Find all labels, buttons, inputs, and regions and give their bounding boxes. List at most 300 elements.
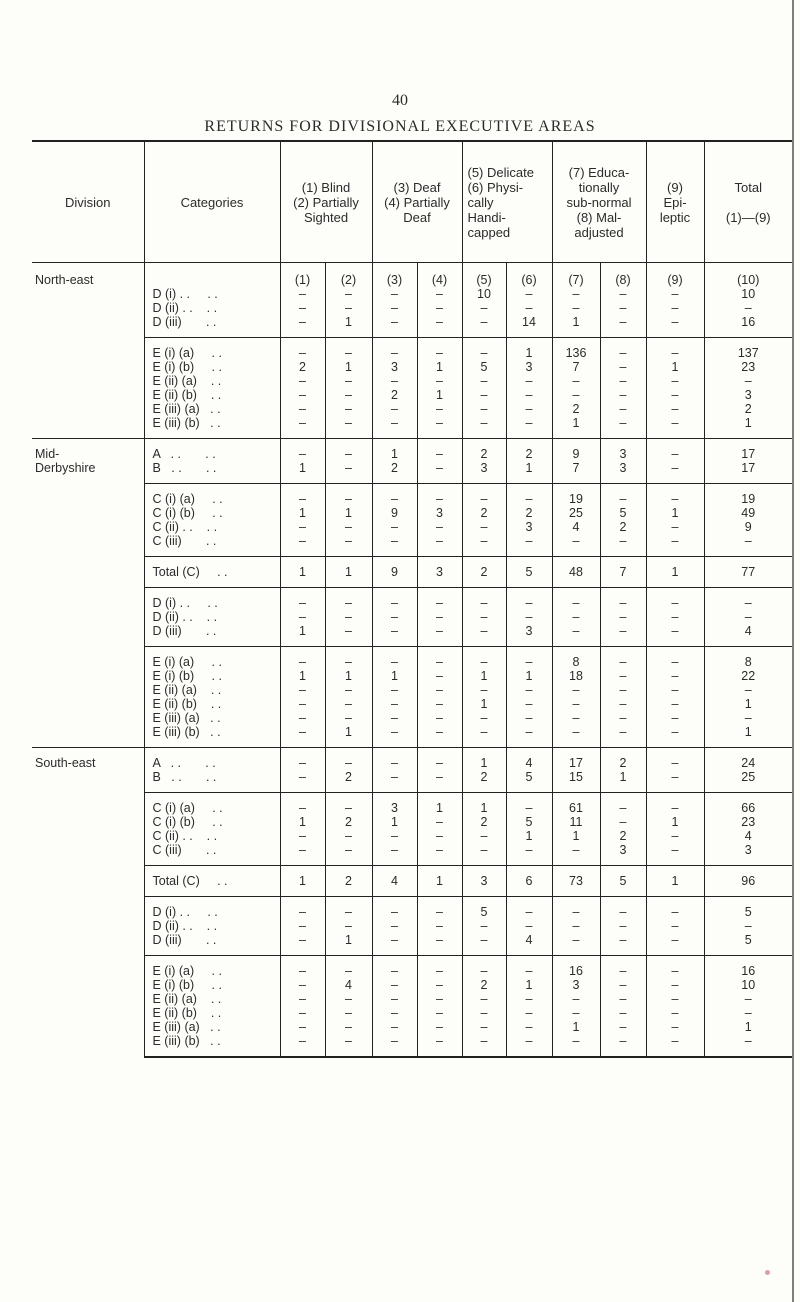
category-cell: C (iii) . . bbox=[144, 534, 280, 557]
value-cell: 1 bbox=[280, 669, 325, 683]
category-cell: E (i) (a) . . bbox=[144, 956, 280, 979]
value-cell: – bbox=[280, 933, 325, 956]
value-cell: 5 bbox=[600, 866, 646, 897]
value-cell: – bbox=[646, 301, 704, 315]
value-cell: – bbox=[744, 301, 752, 315]
value-cell: 16 bbox=[741, 315, 756, 329]
division-name: South-east bbox=[32, 748, 144, 793]
value-cell: – bbox=[372, 534, 417, 557]
category-cell: C (i) (a) . . bbox=[144, 484, 280, 507]
value-cell: – bbox=[646, 843, 704, 866]
table-row bbox=[32, 484, 792, 507]
page-number: 40 bbox=[392, 92, 408, 109]
column-number: (9) bbox=[646, 263, 704, 288]
value-cell: – bbox=[280, 697, 325, 711]
value-cell: – bbox=[372, 301, 417, 315]
value-cell: – bbox=[462, 374, 506, 388]
value-cell: – bbox=[506, 484, 552, 507]
value-cell: – bbox=[600, 1006, 646, 1020]
row-group bbox=[32, 956, 792, 1058]
value-cell: 1 bbox=[552, 315, 600, 338]
value-cell: – bbox=[462, 956, 506, 979]
table-row bbox=[32, 374, 792, 388]
value-cell: – bbox=[552, 992, 600, 1006]
value-cell: – bbox=[552, 843, 600, 866]
value-cell: 6 bbox=[506, 866, 552, 897]
value-cell: – bbox=[325, 897, 372, 920]
value-cell: – bbox=[744, 534, 752, 548]
category-cell: D (iii) . . bbox=[144, 315, 280, 338]
value-cell: – bbox=[280, 534, 325, 557]
division-name bbox=[32, 588, 144, 647]
value-cell: – bbox=[506, 287, 552, 301]
category-cell: E (iii) (b) . . bbox=[144, 416, 280, 439]
category-cell: Total (C) . . bbox=[144, 557, 280, 588]
value-cell: 2 bbox=[600, 829, 646, 843]
value-cell: – bbox=[506, 956, 552, 979]
value-cell: – bbox=[462, 1006, 506, 1020]
value-cell: – bbox=[552, 624, 600, 647]
column-number: (10) bbox=[704, 263, 792, 288]
value-cell: – bbox=[462, 315, 506, 338]
value-cell: 96 bbox=[704, 866, 792, 897]
value-cell: 18 bbox=[552, 669, 600, 683]
division-name bbox=[32, 647, 144, 748]
division-name bbox=[32, 956, 144, 1058]
value-cell: – bbox=[600, 978, 646, 992]
row-group bbox=[32, 748, 792, 793]
division-name bbox=[32, 793, 144, 866]
value-cell: – bbox=[600, 416, 646, 439]
value-cell: – bbox=[646, 588, 704, 611]
value-cell: – bbox=[372, 338, 417, 361]
value-cell: – bbox=[280, 1006, 325, 1020]
value-cell: – bbox=[417, 588, 462, 611]
value-cell: 3 bbox=[552, 978, 600, 992]
value-cell: 2 bbox=[552, 402, 600, 416]
value-cell: – bbox=[372, 683, 417, 697]
value-cell: – bbox=[325, 843, 372, 866]
value-cell: 2 bbox=[462, 506, 506, 520]
value-cell: – bbox=[372, 610, 417, 624]
value-cell: 1 bbox=[506, 461, 552, 484]
value-cell: – bbox=[506, 647, 552, 670]
value-cell: – bbox=[325, 388, 372, 402]
value-cell: – bbox=[462, 402, 506, 416]
value-cell: 1 bbox=[646, 815, 704, 829]
value-cell: 1 bbox=[325, 933, 372, 956]
value-cell: 1 bbox=[552, 829, 600, 843]
value-cell: – bbox=[325, 416, 372, 439]
value-cell: – bbox=[372, 647, 417, 670]
value-cell: – bbox=[280, 484, 325, 507]
value-cell: – bbox=[646, 520, 704, 534]
value-cell: 10 bbox=[462, 287, 506, 301]
row-group bbox=[32, 897, 792, 956]
value-cell: 2 bbox=[506, 506, 552, 520]
value-cell: – bbox=[744, 610, 752, 624]
value-cell: – bbox=[600, 374, 646, 388]
category-cell: C (i) (b) . . bbox=[144, 506, 280, 520]
value-cell: 4 bbox=[372, 866, 417, 897]
column-number: (7) bbox=[552, 263, 600, 288]
value-cell: – bbox=[325, 439, 372, 462]
header-row bbox=[32, 141, 792, 263]
value-cell: 2 bbox=[325, 866, 372, 897]
value-cell: – bbox=[462, 416, 506, 439]
table-row bbox=[32, 897, 792, 920]
value-cell: – bbox=[646, 610, 704, 624]
table-row bbox=[32, 388, 792, 402]
value-cell: – bbox=[417, 1034, 462, 1057]
value-cell: 1 bbox=[372, 669, 417, 683]
value-cell: – bbox=[462, 624, 506, 647]
value-cell: – bbox=[372, 697, 417, 711]
value-cell: – bbox=[552, 683, 600, 697]
column-number: (1) bbox=[280, 263, 325, 288]
header-delicate: (5) Delicate (6) Physi- cally Handi- capped bbox=[462, 141, 552, 263]
value-cell: – bbox=[646, 1020, 704, 1034]
value-cell: – bbox=[462, 647, 506, 670]
category-cell: E (i) (b) . . bbox=[144, 360, 280, 374]
value-cell: – bbox=[325, 461, 372, 484]
value-cell: 3 bbox=[417, 506, 462, 520]
category-cell: E (ii) (a) . . bbox=[144, 992, 280, 1006]
table-row bbox=[32, 725, 792, 748]
value-cell: – bbox=[280, 829, 325, 843]
category-cell: E (i) (b) . . bbox=[144, 978, 280, 992]
value-cell: – bbox=[280, 725, 325, 748]
value-cell: 1 bbox=[506, 338, 552, 361]
value-cell: – bbox=[372, 711, 417, 725]
value-cell: – bbox=[372, 748, 417, 771]
value-cell: 2 bbox=[462, 439, 506, 462]
value-cell: – bbox=[506, 1034, 552, 1057]
value-cell: – bbox=[325, 402, 372, 416]
value-cell: – bbox=[417, 829, 462, 843]
value-cell: – bbox=[600, 338, 646, 361]
value-cell: 2 bbox=[600, 748, 646, 771]
value-cell: – bbox=[600, 388, 646, 402]
table-row bbox=[32, 933, 792, 956]
value-cell: – bbox=[646, 683, 704, 697]
table-row bbox=[32, 843, 792, 866]
value-cell: 3 bbox=[372, 793, 417, 816]
value-cell: – bbox=[325, 610, 372, 624]
value-cell: – bbox=[280, 992, 325, 1006]
value-cell: 1 bbox=[280, 461, 325, 484]
value-cell: 2 bbox=[600, 520, 646, 534]
value-cell: 15 bbox=[552, 770, 600, 793]
column-number: (5) bbox=[462, 263, 506, 288]
value-cell: 1 bbox=[372, 439, 417, 462]
value-cell: – bbox=[280, 647, 325, 670]
category-cell: E (iii) (a) . . bbox=[144, 402, 280, 416]
category-cell: D (i) . . . . bbox=[144, 588, 280, 611]
value-cell: – bbox=[506, 843, 552, 866]
category-cell: E (ii) (a) . . bbox=[144, 374, 280, 388]
value-cell: – bbox=[462, 588, 506, 611]
value-cell: – bbox=[417, 416, 462, 439]
value-cell: – bbox=[506, 1006, 552, 1020]
value-cell: – bbox=[600, 610, 646, 624]
row-group bbox=[32, 263, 792, 338]
value-cell: – bbox=[325, 711, 372, 725]
value-cell: – bbox=[417, 461, 462, 484]
table-row bbox=[32, 683, 792, 697]
table-row bbox=[32, 919, 792, 933]
value-cell: – bbox=[417, 978, 462, 992]
value-cell: – bbox=[280, 402, 325, 416]
page-title: RETURNS FOR DIVISIONAL EXECUTIVE AREAS bbox=[204, 118, 596, 135]
value-cell: – bbox=[280, 520, 325, 534]
division-name: North-east bbox=[32, 263, 144, 338]
value-cell: 1 bbox=[744, 416, 752, 430]
table-row bbox=[32, 301, 792, 315]
value-cell: – bbox=[506, 534, 552, 557]
header-epileptic: (9) Epi- leptic bbox=[646, 141, 704, 263]
row-group bbox=[32, 647, 792, 748]
value-cell: – bbox=[506, 697, 552, 711]
value-cell: – bbox=[417, 301, 462, 315]
value-cell: – bbox=[600, 933, 646, 956]
value-cell: 1 bbox=[462, 748, 506, 771]
value-cell: – bbox=[744, 992, 752, 1006]
value-cell: – bbox=[462, 1034, 506, 1057]
table-row bbox=[32, 829, 792, 843]
value-cell: 77 bbox=[704, 557, 792, 588]
category-cell: B . . . . bbox=[144, 770, 280, 793]
value-cell: – bbox=[506, 374, 552, 388]
value-cell: 9 bbox=[372, 557, 417, 588]
value-cell: 1 bbox=[506, 669, 552, 683]
value-cell: – bbox=[600, 534, 646, 557]
value-cell: – bbox=[325, 287, 372, 301]
table-row bbox=[32, 770, 792, 793]
value-cell: – bbox=[372, 897, 417, 920]
value-cell: 1 bbox=[325, 315, 372, 338]
division-name bbox=[32, 897, 144, 956]
value-cell: – bbox=[417, 624, 462, 647]
value-cell: – bbox=[372, 1006, 417, 1020]
value-cell: – bbox=[646, 338, 704, 361]
value-cell: 66 bbox=[704, 793, 792, 816]
value-cell: – bbox=[462, 919, 506, 933]
value-cell: 16 bbox=[552, 956, 600, 979]
row-group bbox=[32, 793, 792, 866]
value-cell: – bbox=[506, 301, 552, 315]
category-cell: D (ii) . . . . bbox=[144, 301, 280, 315]
table-row bbox=[32, 1034, 792, 1057]
value-cell: – bbox=[600, 793, 646, 816]
value-cell: – bbox=[417, 315, 462, 338]
value-cell: – bbox=[462, 683, 506, 697]
value-cell: – bbox=[417, 520, 462, 534]
value-cell: – bbox=[552, 1034, 600, 1057]
table-row bbox=[32, 439, 792, 462]
value-cell: – bbox=[417, 933, 462, 956]
value-cell: – bbox=[600, 815, 646, 829]
table-row bbox=[32, 624, 792, 647]
value-cell: – bbox=[704, 588, 792, 611]
value-cell: – bbox=[325, 683, 372, 697]
value-cell: – bbox=[372, 1020, 417, 1034]
value-cell: – bbox=[600, 1020, 646, 1034]
value-cell: – bbox=[325, 520, 372, 534]
value-cell: – bbox=[600, 897, 646, 920]
header-total: Total (1)—(9) bbox=[704, 141, 792, 263]
table-row bbox=[32, 315, 792, 338]
value-cell: 4 bbox=[552, 520, 600, 534]
value-cell: – bbox=[552, 287, 600, 301]
value-cell: – bbox=[646, 461, 704, 484]
value-cell: – bbox=[552, 897, 600, 920]
value-cell: 2 bbox=[744, 402, 752, 416]
value-cell: – bbox=[744, 374, 752, 388]
value-cell: – bbox=[325, 588, 372, 611]
column-number: (8) bbox=[600, 263, 646, 288]
value-cell: 1 bbox=[417, 793, 462, 816]
table-row bbox=[32, 711, 792, 725]
value-cell: – bbox=[417, 1006, 462, 1020]
value-cell: – bbox=[325, 748, 372, 771]
value-cell: – bbox=[280, 338, 325, 361]
value-cell: 61 bbox=[552, 793, 600, 816]
value-cell: – bbox=[417, 534, 462, 557]
value-cell: – bbox=[552, 919, 600, 933]
value-cell: – bbox=[744, 683, 752, 697]
value-cell: – bbox=[417, 725, 462, 748]
value-cell: – bbox=[506, 610, 552, 624]
value-cell: 22 bbox=[741, 669, 756, 683]
value-cell: 49 bbox=[741, 506, 756, 520]
value-cell: – bbox=[417, 439, 462, 462]
value-cell: 7 bbox=[552, 461, 600, 484]
category-cell: B . . . . bbox=[144, 461, 280, 484]
value-cell: – bbox=[280, 748, 325, 771]
value-cell: 1 bbox=[646, 557, 704, 588]
table-row bbox=[32, 588, 792, 611]
category-cell: E (i) (a) . . bbox=[144, 338, 280, 361]
value-cell: – bbox=[552, 1006, 600, 1020]
value-cell: – bbox=[462, 1020, 506, 1034]
value-cell: – bbox=[372, 933, 417, 956]
value-cell: – bbox=[646, 725, 704, 748]
value-cell: 1 bbox=[646, 360, 704, 374]
value-cell: – bbox=[600, 697, 646, 711]
value-cell: – bbox=[552, 933, 600, 956]
value-cell: 1 bbox=[280, 815, 325, 829]
value-cell: 17 bbox=[741, 461, 756, 475]
value-cell: – bbox=[600, 588, 646, 611]
value-cell: – bbox=[417, 697, 462, 711]
table-row bbox=[32, 338, 792, 361]
header-division: Division bbox=[32, 141, 144, 263]
value-cell: 1 bbox=[325, 360, 372, 374]
header-deaf: (3) Deaf (4) Partially Deaf bbox=[372, 141, 462, 263]
value-cell: 2 bbox=[280, 360, 325, 374]
table-row bbox=[32, 866, 792, 897]
value-cell: – bbox=[462, 933, 506, 956]
category-cell: D (i) . . . . bbox=[144, 287, 280, 301]
value-cell: – bbox=[744, 1006, 752, 1020]
value-cell: 1 bbox=[417, 866, 462, 897]
value-cell: – bbox=[462, 534, 506, 557]
value-cell: – bbox=[325, 829, 372, 843]
value-cell: – bbox=[506, 711, 552, 725]
value-cell: 2 bbox=[325, 770, 372, 793]
category-cell: D (ii) . . . . bbox=[144, 919, 280, 933]
row-group bbox=[32, 866, 792, 897]
value-cell: 5 bbox=[462, 897, 506, 920]
value-cell: – bbox=[462, 610, 506, 624]
value-cell: – bbox=[280, 919, 325, 933]
value-cell: 9 bbox=[372, 506, 417, 520]
value-cell: 23 bbox=[741, 360, 756, 374]
division-name bbox=[32, 484, 144, 557]
value-cell: 3 bbox=[462, 866, 506, 897]
value-cell: – bbox=[600, 624, 646, 647]
value-cell: – bbox=[600, 360, 646, 374]
category-cell: C (i) (b) . . bbox=[144, 815, 280, 829]
value-cell: 136 bbox=[552, 338, 600, 361]
value-cell: – bbox=[600, 402, 646, 416]
value-cell: 1 bbox=[280, 624, 325, 647]
category-cell bbox=[144, 263, 280, 288]
category-cell: D (iii) . . bbox=[144, 933, 280, 956]
value-cell: 4 bbox=[506, 933, 552, 956]
value-cell: 19 bbox=[704, 484, 792, 507]
value-cell: – bbox=[462, 829, 506, 843]
value-cell: – bbox=[417, 770, 462, 793]
value-cell: – bbox=[600, 647, 646, 670]
value-cell: – bbox=[280, 956, 325, 979]
value-cell: – bbox=[600, 711, 646, 725]
value-cell: – bbox=[417, 711, 462, 725]
value-cell: – bbox=[372, 1034, 417, 1057]
value-cell: 9 bbox=[744, 520, 752, 534]
value-cell: – bbox=[600, 992, 646, 1006]
row-group bbox=[32, 338, 792, 439]
value-cell: 1 bbox=[462, 793, 506, 816]
value-cell: – bbox=[280, 301, 325, 315]
value-cell: 3 bbox=[506, 624, 552, 647]
value-cell: – bbox=[462, 338, 506, 361]
value-cell: 5 bbox=[744, 933, 752, 947]
value-cell: – bbox=[417, 1020, 462, 1034]
value-cell: – bbox=[417, 669, 462, 683]
value-cell: 10 bbox=[741, 287, 756, 301]
value-cell: – bbox=[280, 897, 325, 920]
category-cell: C (i) (a) . . bbox=[144, 793, 280, 816]
value-cell: – bbox=[372, 919, 417, 933]
value-cell: – bbox=[600, 669, 646, 683]
value-cell: – bbox=[552, 697, 600, 711]
value-cell: – bbox=[280, 388, 325, 402]
category-cell: E (ii) (a) . . bbox=[144, 683, 280, 697]
value-cell: – bbox=[462, 711, 506, 725]
value-cell: – bbox=[646, 697, 704, 711]
value-cell: – bbox=[325, 534, 372, 557]
table-row bbox=[32, 360, 792, 374]
value-cell: – bbox=[280, 610, 325, 624]
value-cell: – bbox=[646, 669, 704, 683]
value-cell: – bbox=[417, 956, 462, 979]
value-cell: 7 bbox=[600, 557, 646, 588]
category-cell: A . . . . bbox=[144, 748, 280, 771]
value-cell: 3 bbox=[600, 843, 646, 866]
value-cell: – bbox=[646, 919, 704, 933]
